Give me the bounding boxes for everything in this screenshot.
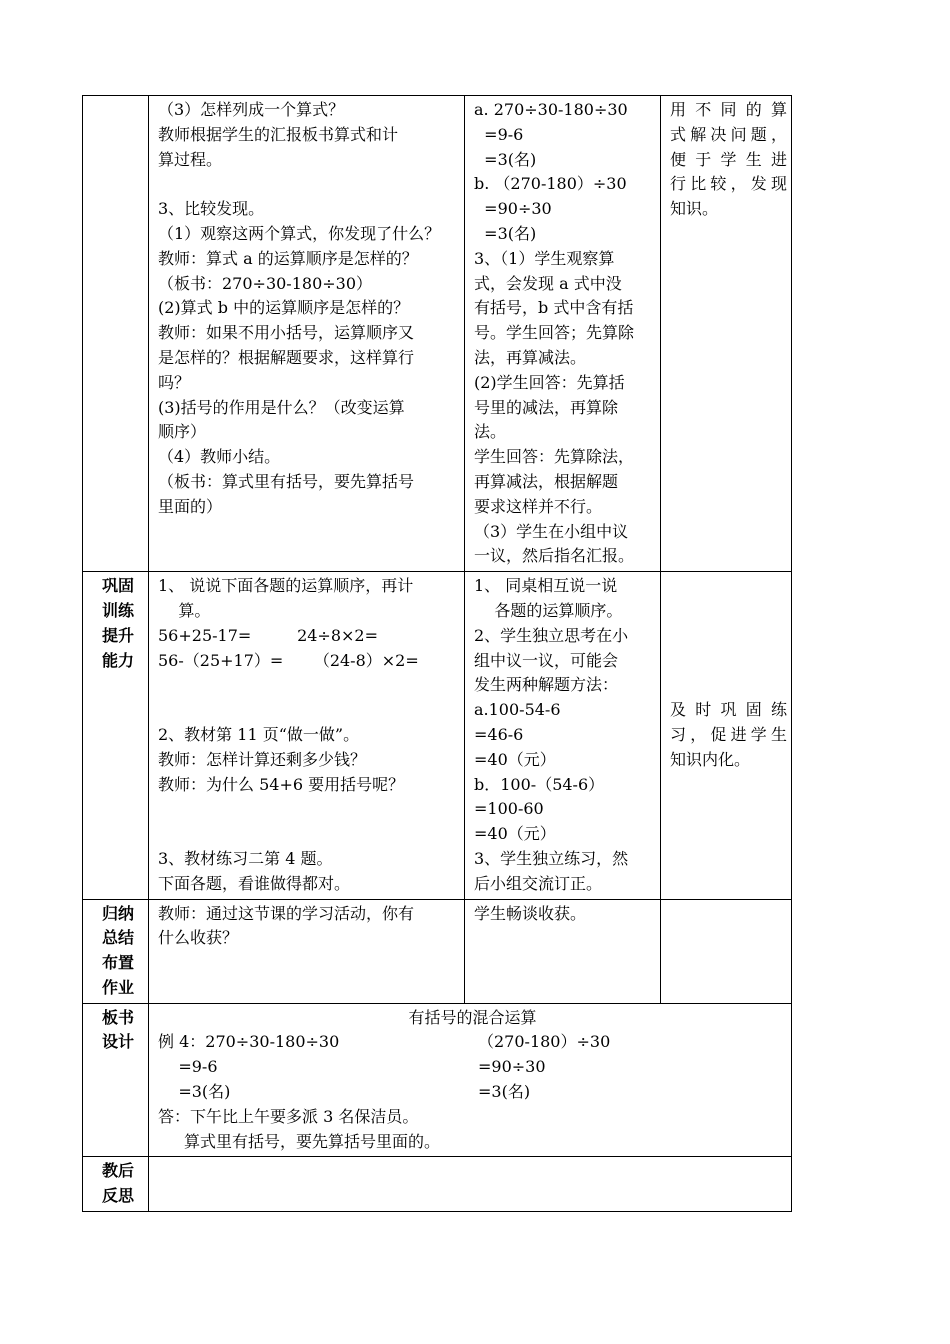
blank-line — [158, 673, 460, 698]
equation-right: （270-180）÷30 — [478, 1032, 611, 1052]
board-equations-line — [158, 1055, 787, 1080]
text-line: 3、比较发现。 — [158, 199, 265, 219]
board-equations-line — [158, 1080, 787, 1105]
text-line: 要求这样并不行。 — [474, 496, 603, 516]
text-line: 学生回答：先算除法， — [474, 447, 635, 467]
stage-text: 反思 — [101, 1186, 134, 1206]
text-line: 1、 同桌相互说一说 — [474, 576, 618, 596]
text-line: 教师：算式 a 的运算顺序是怎样的？ — [158, 248, 418, 268]
stage-label-summary — [83, 899, 149, 1003]
text-line: 号里的减法，再算除 — [474, 397, 619, 417]
text-line: 1、 说说下面各题的运算顺序，再计 — [158, 576, 414, 596]
stage-text: 布置 — [101, 953, 134, 973]
text-line: 吗？ — [158, 372, 191, 392]
text-line: 法，再算减法。 — [474, 347, 587, 367]
text-line: 知识。 — [670, 199, 719, 219]
board-rule: 算式里有括号，要先算括号里面的。 — [184, 1131, 441, 1151]
design-intent-cell — [661, 572, 792, 899]
text-line: 用不同的算 — [670, 100, 787, 119]
text-line: （3）学生在小组中议 — [474, 521, 629, 541]
board-design-cell — [149, 1003, 792, 1157]
text-line: 习，促进学生 — [670, 724, 787, 744]
text-line: 56+25-17= 24÷8×2= — [158, 625, 379, 645]
text-line: b．100-（54-6） — [474, 774, 605, 794]
text-line: 号。学生回答；先算除 — [474, 323, 635, 343]
equation-left: =9-6 — [158, 1057, 218, 1077]
reflection-cell — [149, 1157, 792, 1212]
text-line: b. （270-180）÷30 — [474, 174, 627, 194]
text-line: =40（元） — [474, 749, 556, 769]
stage-text: 教后 — [101, 1161, 134, 1181]
lesson-plan-page — [82, 95, 791, 1212]
equation-left: 例 4：270÷30-180÷30 — [158, 1032, 340, 1052]
stage-text: 作业 — [101, 977, 134, 997]
stage-text: 提升 — [101, 625, 134, 645]
text-line: 教师：如果不用小括号，运算顺序又 — [158, 323, 415, 343]
text-line: (3)括号的作用是什么？（改变运算 — [158, 397, 405, 417]
text-line: (2)算式 b 中的运算顺序是怎样的？ — [158, 298, 410, 318]
stage-text: 能力 — [101, 650, 134, 670]
text-line: =46-6 — [474, 724, 524, 744]
text-line: 式，会发现 a 式中没 — [474, 273, 622, 293]
text-line: （板书：270÷30-180÷30） — [158, 273, 373, 293]
board-equations-line — [158, 1030, 787, 1055]
text-line: 3、（1）学生观察算 — [474, 248, 615, 268]
text-line: =100-60 — [474, 799, 544, 819]
stage-cell-empty — [83, 96, 149, 572]
board-title: 有括号的混合运算 — [408, 1007, 537, 1027]
equation-right: =3(名) — [478, 1082, 531, 1102]
text-line: =40（元） — [474, 824, 556, 844]
text-line: a. 270÷30-180÷30 — [474, 100, 628, 119]
text-line: =9-6 — [474, 124, 524, 144]
text-line: （板书：算式里有括号，要先算括号 — [158, 471, 415, 491]
text-line: =3(名) — [474, 223, 537, 243]
text-line: 后小组交流订正。 — [474, 873, 603, 893]
row-summary — [83, 899, 792, 1003]
text-line: 行比较，发现 — [670, 174, 787, 194]
text-line: 顺序） — [158, 422, 207, 442]
text-line: 各题的运算顺序。 — [474, 600, 623, 620]
text-line: a.100-54-6 — [474, 700, 561, 720]
teacher-activity-cell — [149, 572, 465, 899]
text-line: 56-（25+17）= （24-8）×2= — [158, 650, 419, 670]
text-line: 法。 — [474, 422, 507, 442]
stage-text: 归纳 — [101, 903, 134, 923]
stage-text: 板书 — [101, 1007, 134, 1027]
text-line: 里面的） — [158, 496, 223, 516]
text-line: 算。 — [158, 600, 211, 620]
stage-text: 设计 — [101, 1032, 134, 1052]
teacher-activity-cell — [149, 899, 465, 1003]
text-line: 式解决问题， — [670, 124, 787, 144]
stage-label-board — [83, 1003, 149, 1157]
student-activity-cell — [465, 572, 661, 899]
text-line: （3）怎样列成一个算式？ — [158, 100, 345, 119]
text-line: 教师：怎样计算还剩多少钱？ — [158, 749, 367, 769]
text-line: 2、学生独立思考在小 — [474, 625, 629, 645]
text-line: 组中议一议，可能会 — [474, 650, 619, 670]
text-line: =3(名) — [474, 149, 537, 169]
blank-line — [158, 822, 460, 847]
design-intent-cell — [661, 899, 792, 1003]
text-line: 是怎样的？根据解题要求，这样算行 — [158, 347, 415, 367]
lesson-plan-table — [82, 95, 792, 1212]
text-line: 及时巩固练 — [670, 700, 787, 720]
text-line: 教师：为什么 54+6 要用括号呢？ — [158, 774, 405, 794]
text-line: 发生两种解题方法： — [474, 675, 619, 695]
text-line: 3、教材练习二第 4 题。 — [158, 848, 333, 868]
text-line: （4）教师小结。 — [158, 447, 281, 467]
text-line: 算过程。 — [158, 149, 223, 169]
row-reflection — [83, 1157, 792, 1212]
blank-line — [158, 172, 460, 197]
text-line: 什么收获？ — [158, 928, 239, 948]
text-line: 学生畅谈收获。 — [474, 903, 587, 923]
text-line: =90÷30 — [474, 199, 552, 219]
text-line: 便于学生进 — [670, 149, 787, 169]
stage-text: 巩固 — [101, 576, 134, 596]
blank-line — [158, 698, 460, 723]
text-line: 教师根据学生的汇报板书算式和计 — [158, 124, 399, 144]
text-line: 再算减法，根据解题 — [474, 471, 619, 491]
student-activity-cell — [465, 96, 661, 572]
board-answer: 答：下午比上午要多派 3 名保洁员。 — [158, 1106, 419, 1126]
text-line: (2)学生回答：先算括 — [474, 372, 625, 392]
row-board-design — [83, 1003, 792, 1157]
text-line: 下面各题，看谁做得都对。 — [158, 873, 351, 893]
text-line: 2、教材第 11 页“做一做”。 — [158, 724, 360, 744]
design-intent-cell — [661, 96, 792, 572]
equation-left: =3(名) — [158, 1082, 231, 1102]
text-line: （1）观察这两个算式，你发现了什么？ — [158, 223, 441, 243]
stage-text: 训练 — [101, 600, 134, 620]
blank-line — [158, 797, 460, 822]
student-activity-cell — [465, 899, 661, 1003]
row-exploration — [83, 96, 792, 572]
stage-text: 总结 — [101, 928, 134, 948]
text-line: 一议，然后指名汇报。 — [474, 546, 635, 566]
row-consolidation — [83, 572, 792, 899]
stage-label-consolidation — [83, 572, 149, 899]
text-line: 有括号，b 式中含有括 — [474, 298, 634, 318]
text-line: 教师：通过这节课的学习活动，你有 — [158, 903, 415, 923]
stage-label-reflection — [83, 1157, 149, 1212]
text-line: 3、学生独立练习，然 — [474, 848, 629, 868]
text-line: 知识内化。 — [670, 749, 751, 769]
equation-right: =90÷30 — [478, 1057, 546, 1077]
teacher-activity-cell — [149, 96, 465, 572]
